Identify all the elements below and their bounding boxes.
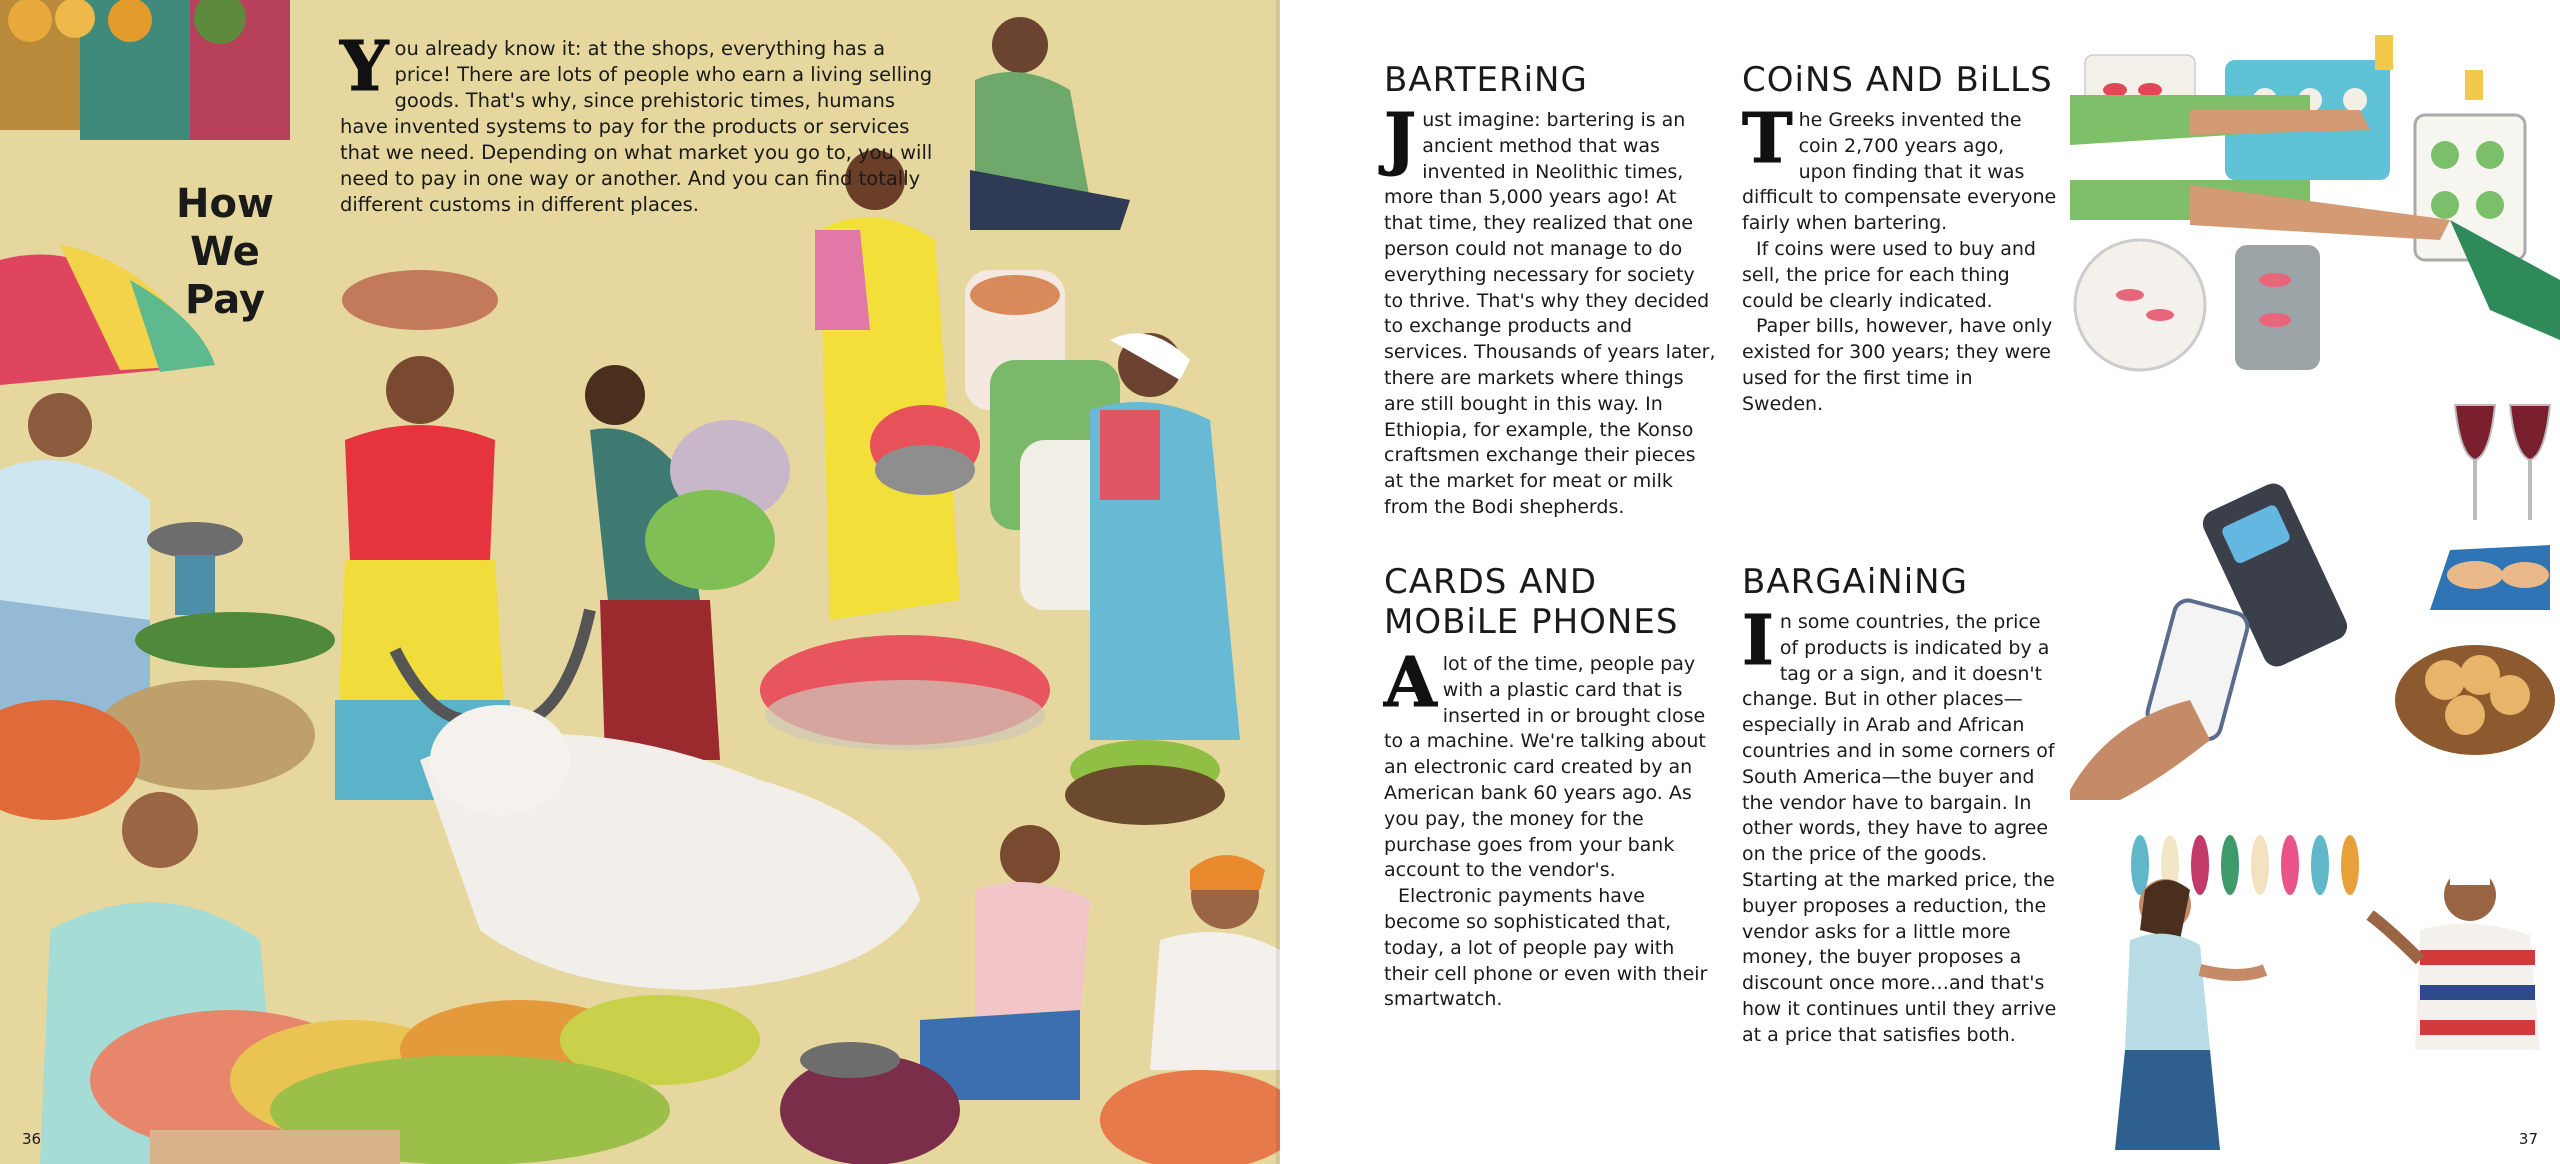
dropcap-bartering: J <box>1384 99 1417 179</box>
page-title-line-1: How We <box>176 181 274 275</box>
section-title-bartering: BARTERiNG <box>1384 60 1588 100</box>
page-title <box>140 180 310 324</box>
page-title-line-2: Pay <box>184 277 266 323</box>
dropcap-cards: A <box>1384 643 1437 723</box>
section-body-cards-and-mobile-phones <box>1384 643 1719 1013</box>
card-payment-illustration <box>2070 380 2560 800</box>
coins-paragraph-1: he Greeks invented the coin 2,700 years ago, upon finding that it was difficult to compensate everyone fairly when bartering. <box>1742 109 2057 235</box>
dropcap-coins: T <box>1742 99 1793 179</box>
page-number-left: 36 <box>22 1130 42 1148</box>
intro-body: ou already know it: at the shops, everything has a price! There are lots of people who earn a living selling goods. That's why, since prehistoric times, humans have invented systems to pay for the products or services that we need. Depending on what market you go to, you will need to pay in one way or another. And you can find totally different customs in different places. <box>340 37 933 216</box>
intro-dropcap: Y <box>340 27 389 107</box>
sushi-purchase-illustration <box>2070 20 2560 380</box>
section-title-bargaining: BARGAiNiNG <box>1742 562 1968 602</box>
bargaining-paragraph-1: n some countries, the price of products is indicated by a tag or a sign, and it doesn't change. But in other places—especially in Arab and African countries and in some corners of South America—the buyer and the vendor have to bargain. In other words, they have to agree on the price of the goods. Starting at the marked price, the buyer proposes a reduction, the vendor asks for a little more money, the buyer proposes a discount once more…and that's how it continues until they arrive at a price that satisfies both. <box>1742 611 2057 1046</box>
coins-paragraph-3: Paper bills, however, have only existed for 300 years; they were used for the first time in Sweden. <box>1742 315 2053 415</box>
section-title-coins-and-bills: COiNS AND BiLLS <box>1742 60 2053 100</box>
bartering-paragraph-1: ust imagine: bartering is an ancient method that was invented in Neolithic times, more than 5,000 years ago! At that time, they realized that one person could not manage to do everything necessary for society to thrive. That's why they decided to exchange products and services. Thousands of years later, there are markets where things are still bought in this way. In Ethiopia, for example, the Konso craftsmen exchange their pieces at the market for meat or milk from the Bodi shepherds. <box>1384 109 1716 518</box>
section-title-cards-and-mobile-phones <box>1384 562 1678 642</box>
right-page <box>1280 0 2560 1164</box>
cards-paragraph-1: lot of the time, people pay with a plastic card that is inserted in or brought close to a machine. We're talking about an electronic card created by an American bank 60 years ago. As you pay, the money for the purchase goes from your bank account to the vendor's. <box>1384 653 1706 882</box>
section-body-bartering <box>1384 99 1719 521</box>
section-body-bargaining <box>1742 601 2057 1049</box>
cards-paragraph-2: Electronic payments have become so sophisticated that, today, a lot of people pay with their cell phone or even with their smartwatch. <box>1384 885 1708 1011</box>
bargaining-slippers-illustration <box>2070 820 2560 1150</box>
section-body-coins-and-bills <box>1742 99 2057 418</box>
coins-paragraph-2: If coins were used to buy and sell, the price for each thing could be clearly indicated. <box>1742 237 2036 312</box>
cards-title-line-1: CARDS AND <box>1384 562 1598 602</box>
page-number-right: 37 <box>2518 1130 2538 1148</box>
intro-text <box>340 27 940 218</box>
cards-title-line-2: MOBiLE PHONES <box>1384 602 1679 642</box>
dropcap-bargaining: I <box>1742 601 1774 681</box>
